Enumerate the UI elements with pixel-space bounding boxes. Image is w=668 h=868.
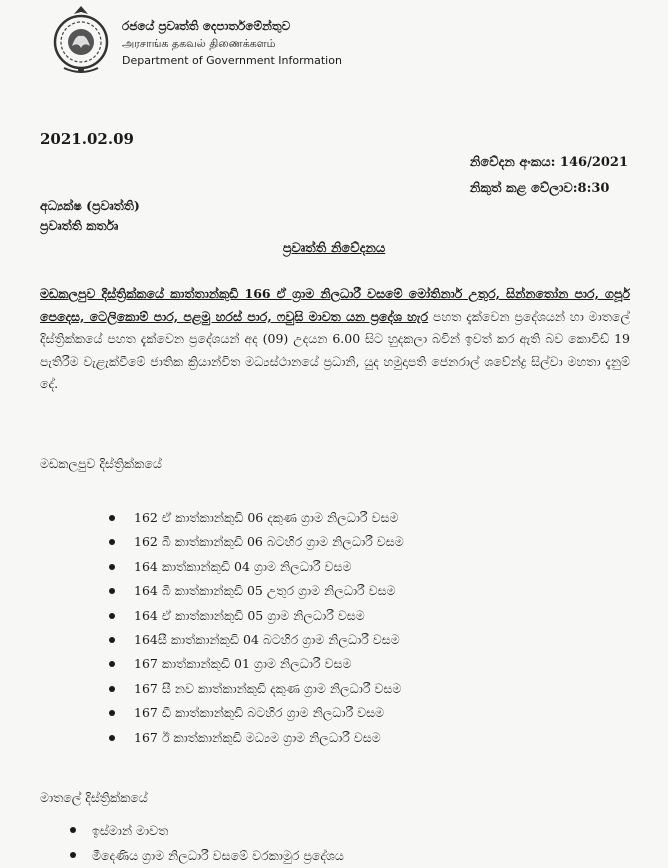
matale-area-list xyxy=(92,818,344,868)
release-reference xyxy=(470,150,628,202)
list-item: 162 බී කාත්කාන්කුඩි 06 බටහිර ග්‍රාම නිලධාරී වසම xyxy=(134,530,404,554)
document-title xyxy=(0,241,668,256)
body-paragraph xyxy=(40,283,630,396)
list-item: 167 ඊ කාත්කාන්කුඩි මධ්‍යම ග්‍රාම නිලධාරී වසම xyxy=(134,726,404,750)
department-name-sinhala: රජයේ ප්‍රවෘත්ති දෙපාර්තමේන්තුව xyxy=(122,19,291,33)
list-item: මීදෙණිය ග්‍රාම නිලධාරී වසමේ වරකාමුර ප්‍රදේශය xyxy=(92,843,344,868)
addressee-director: අධ්‍යක්ෂ (ප්‍රවෘත්ති) xyxy=(40,198,140,213)
release-date: 2021.02.09 xyxy=(40,130,134,148)
bullet-icon xyxy=(109,735,115,741)
bullet-icon xyxy=(70,827,76,833)
list-item: 164සී කාත්කාන්කුඩි 04 බටහිර ග්‍රාම නිලධාරී වසම xyxy=(134,628,404,652)
list-item: 164 කාත්කාන්කුඩි 04 ග්‍රාම නිලධාරී වසම xyxy=(134,555,404,579)
body-text: පහත දැක්වෙන ප්‍රදේශයන් හා මාතලේ දිස්ත්‍රික්කයේ පහත දැක්වෙන ප්‍රදේශයන් අද (09) උදයන 6.00 සිට හුදකලා බවින් ඉවත් කර ඇති බව කොවිඩ් 19 පැතිරීම වැළැක්වීමේ ජාතික ක්‍රියාන්විත මධ්‍යස්ථානයේ ප්‍රධානි, යුද හමුදාපති ජෙනරාල් ශවේන්ද්‍ර සිල්වා මහතා දැනුම් දේ. xyxy=(40,308,630,391)
bullet-icon xyxy=(70,852,76,858)
bullet-icon xyxy=(109,515,115,521)
department-name-tamil: அரசாங்க தகவல் திணைக்களம் xyxy=(122,37,276,50)
list-item: 167 සී නව කාත්කාන්කුඩි දකුණ ග්‍රාම නිලධාරී වසම xyxy=(134,677,404,701)
batticaloa-area-list xyxy=(134,506,404,750)
list-item: 167 ඩී කාත්කාන්කුඩි බටහිර ග්‍රාම නිලධාරී වසම xyxy=(134,701,404,725)
bullet-icon xyxy=(109,710,115,716)
department-name-english: Department of Government Information xyxy=(122,54,342,67)
body-underlined-text: මඩකලපුව දිස්ත්‍රික්කයේ කාත්තාන්කුඩි 166 ඒ ග්‍රාම නිලධාරී වසමේ මෝතිනාර් උතුර, සින්නතෝන පාර, ගපූර් පෙදෙස, ටෙලිකොම් පාර, පළමු හරස් පාර, ෆවුසි මාවත යන ප්‍රදේශ හැර xyxy=(40,286,630,324)
list-item: 164 ඒ කාත්කාන්කුඩි 05 ග්‍රාම නිලධාරී වසම xyxy=(134,604,404,628)
list-item: 164 බී කාත්කාන්කුඩි 05 උතුර ග්‍රාම නිලධාරී වසම xyxy=(134,579,404,603)
bullet-icon xyxy=(109,637,115,643)
bullet-icon xyxy=(109,661,115,667)
section-batticaloa-heading: මඩකලපුව දිස්ත්‍රික්කයේ xyxy=(40,456,162,471)
sri-lanka-emblem-icon xyxy=(50,4,112,76)
bullet-icon xyxy=(109,613,115,619)
bullet-icon xyxy=(109,686,115,692)
addressee-editor: ප්‍රවෘත්ති කර්තෘ xyxy=(40,218,119,233)
document-title-text: ප්‍රවෘත්ති නිවේදනය xyxy=(282,241,386,256)
bullet-icon xyxy=(109,564,115,570)
section-matale-heading: මාතලේ දිස්ත්‍රික්කයේ xyxy=(40,790,148,805)
list-item: 167 කාත්කාන්කුඩි 01 ග්‍රාම නිලධාරී වසම xyxy=(134,652,404,676)
list-item: 162 ඒ කාත්කාන්කුඩි 06 දකුණ ග්‍රාම නිලධාරී වසම xyxy=(134,506,404,530)
bullet-icon xyxy=(109,539,115,545)
release-number: නිවේදන අංකය: 146/2021 xyxy=(469,155,628,170)
bullet-icon xyxy=(109,588,115,594)
addressee-block xyxy=(40,196,140,236)
release-time: නිකුත් කළ වේලාව:8:30 xyxy=(469,181,610,196)
department-name xyxy=(122,18,342,69)
list-item: ඉස්මාන් මාවත xyxy=(92,818,344,843)
